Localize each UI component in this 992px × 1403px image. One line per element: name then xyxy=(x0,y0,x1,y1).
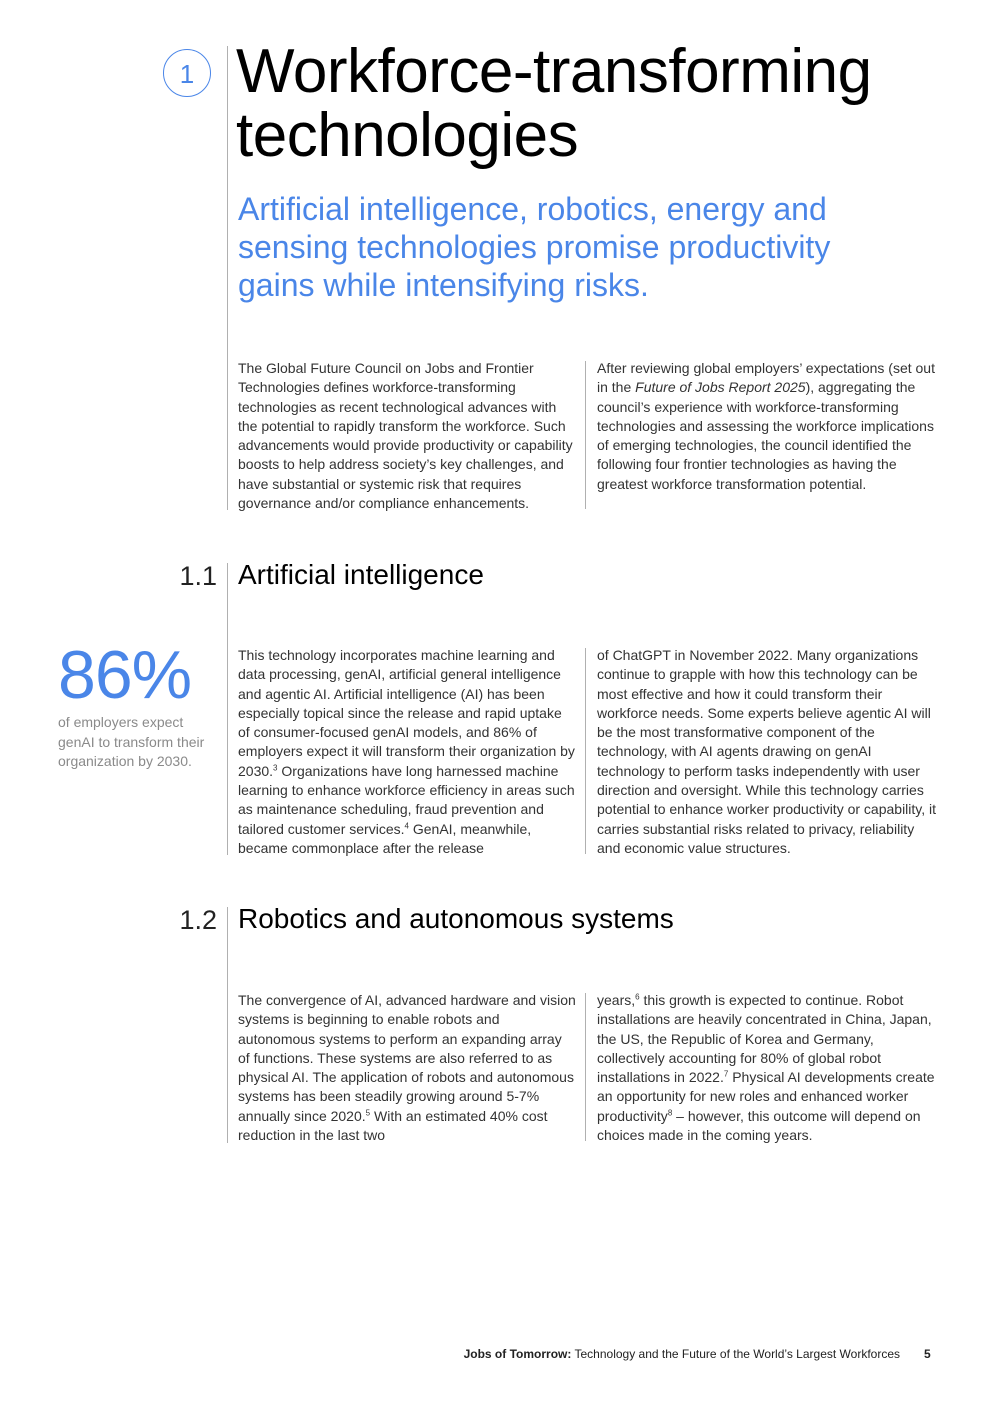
robotics-right-paragraph xyxy=(597,991,939,1145)
footnote-ref: 3 xyxy=(273,763,278,773)
chapter-title: Workforce-transforming technologies xyxy=(236,37,872,170)
robotics-text-d: this growth is expected to continue. Robot installations are heavily concentrated in China, Japan, the US, the Republic of Korea and Germany, collectively accounting for 80% of global robot installations in 2022. xyxy=(597,992,932,1086)
ai-left-paragraph xyxy=(238,646,576,858)
section-number: 1.1 xyxy=(179,561,217,591)
robotics-left-paragraph xyxy=(238,991,576,1145)
section-divider-line xyxy=(227,907,228,1143)
stat-description: of employers expect genAI to transform their organization by 2030. xyxy=(58,714,205,769)
section-number: 1.2 xyxy=(179,905,217,935)
footer-report-subtitle: Technology and the Future of the World’s Largest Workforces xyxy=(571,1347,900,1361)
footnote-ref: 4 xyxy=(404,821,409,831)
footer-report-title: Jobs of Tomorrow: xyxy=(463,1347,572,1361)
intro-right-text-b: ), aggregating the council’s experience with workforce-transforming technologies and assessing the workforce implications of emerging technologies, the council identified the following four frontier technologies as having the greatest workforce transformation potential. xyxy=(597,379,934,492)
footnote-ref: 5 xyxy=(365,1108,371,1118)
column-divider xyxy=(585,361,586,509)
chapter-number-badge: 1 xyxy=(163,49,211,97)
robotics-text-b: With an estimated 40% cost reduction in the last two xyxy=(238,1107,548,1144)
page-footer xyxy=(300,1347,900,1361)
footnote-ref: 8 xyxy=(667,1108,673,1118)
section-divider-line xyxy=(227,563,228,855)
stat-value: 86% xyxy=(58,637,192,713)
column-divider xyxy=(585,648,586,854)
ai-text-b: Organizations have long harnessed machine learning to enhance workforce efficiency in areas such as maintenance scheduling, fraud prevention and tailored customer services. xyxy=(238,762,575,837)
chapter-subtitle: Artificial intelligence, robotics, energy and sensing technologies promise productivity gains while intensifying risks. xyxy=(238,191,831,303)
footnote-ref: 7 xyxy=(723,1069,729,1079)
ai-text-a: This technology incorporates machine learning and data processing, genAI, artificial general intelligence and agentic AI. Artificial intelligence (AI) has been especially topical since the release and rapid uptake of consumer-focused genAI models, and 86% of employers expect it will transform their organization by 2030. xyxy=(238,647,575,779)
page-number: 5 xyxy=(924,1347,931,1361)
chapter-divider-line xyxy=(227,46,228,510)
section-title: Robotics and autonomous systems xyxy=(238,903,674,934)
section-title: Artificial intelligence xyxy=(238,559,484,590)
column-divider xyxy=(585,993,586,1141)
robotics-text-e: Physical AI developments create an opportunity for new roles and enhanced worker productivity xyxy=(597,1069,935,1124)
ai-text-c: GenAI, meanwhile, became commonplace after the release xyxy=(238,820,532,856)
intro-right-text-a: After reviewing global employers’ expectations (set out in the xyxy=(597,360,935,396)
robotics-text-f: – however, this outcome will depend on choices made in the coming years. xyxy=(597,1107,921,1144)
intro-left-paragraph: The Global Future Council on Jobs and Frontier Technologies defines workforce-transforming technologies as recent technological advances with the potential to rapidly transform the workforce. Such advancements would provide productivity or capability boosts to help address society’s key challenges, and have substantial or systemic risk that requires governance and/or compliance enhancements. xyxy=(238,360,573,512)
robotics-text-a: The convergence of AI, advanced hardware and vision systems is beginning to enable robots and autonomous systems to perform an expanding array of functions. These systems are also referred to as physical AI. The application of robots and autonomous systems has been steadily growing around 5-7% annually since 2020. xyxy=(238,992,576,1124)
intro-right-paragraph xyxy=(597,359,939,494)
report-reference: Future of Jobs Report 2025 xyxy=(635,379,806,396)
robotics-text-c: years, xyxy=(597,992,636,1008)
footnote-ref: 6 xyxy=(635,992,640,1002)
ai-right-paragraph: of ChatGPT in November 2022. Many organizations continue to grapple with how this technology can be most effective and how it could transform their workforce needs. Some experts believe agentic AI will be the most transformative component of the technology, with AI agents drawing on genAI technology to perform tasks independently with user direction and oversight. While this technology carries potential to enhance worker productivity or capability, it carries substantial risks related to privacy, reliability and economic value structures. xyxy=(597,647,937,856)
